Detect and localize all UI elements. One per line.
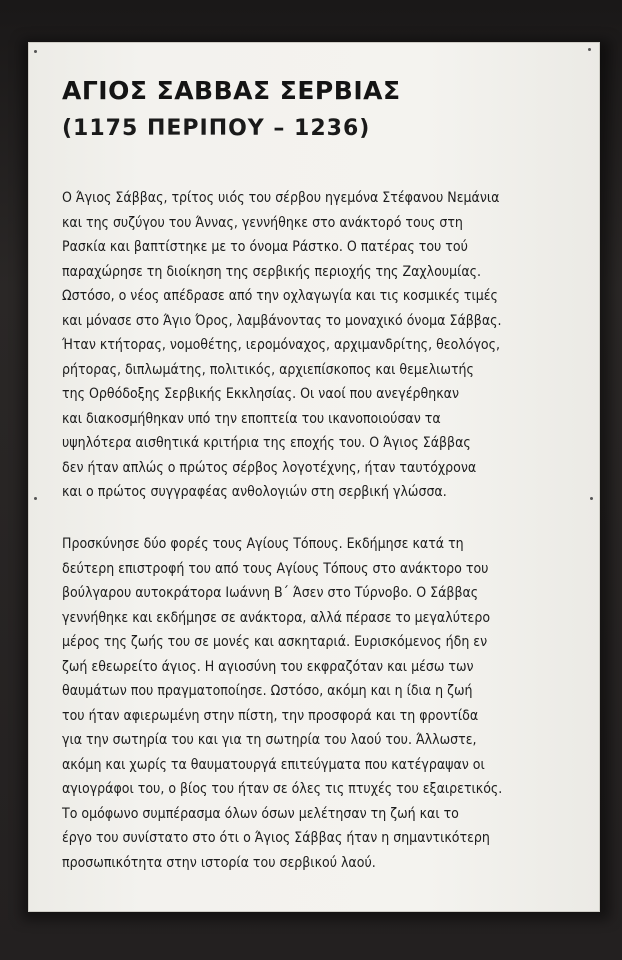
- text-line: παραχώρησε τη διοίκηση της σερβικής περιοχής της Ζαχλουμίας.: [62, 263, 482, 280]
- text-line: ζωή εθεωρείτο άγιος. Η αγιοσύνη του εκφραζόταν και μέσω των: [62, 658, 474, 675]
- text-line: δεν ήταν απλώς ο πρώτος σέρβος λογοτέχνης, ήταν ταυτόχρονα: [62, 459, 477, 476]
- text-line: Προσκύνησε δύο φορές τους Αγίους Τόπους. Εκδήμησε κατά τη: [62, 536, 464, 552]
- text-line: αγιογράφοι του, ο βίος του ήταν σε όλες τις πτυχές του εξαιρετικός.: [62, 781, 503, 797]
- text-line: προσωπικότητα στην ιστορία του σερβικού λαού.: [62, 854, 376, 871]
- pin-mark: [588, 48, 591, 51]
- text-line: Ρασκία και βαπτίστηκε με το όνομα Ράστκο. Ο πατέρας του τού: [62, 239, 468, 255]
- text-line: ακόμη και χωρίς τα θαυματουργά επιτεύγματα που κατέγραψαν οι: [62, 756, 485, 773]
- text-line: γεννήθηκε και εκδήμησε σε ανάκτορα, αλλά πέρασε το μεγαλύτερο: [62, 609, 491, 626]
- text-line: έργο του συνίστατο στο ότι ο Άγιος Σάββας ήταν η σημαντικότερη: [62, 830, 490, 846]
- text-line: Το ομόφωνο συμπέρασμα όλων όσων μελέτησαν τη ζωή και το: [62, 805, 459, 822]
- text-line: Ο Άγιος Σάββας, τρίτος υιός του σέρβου ηγεμόνα Στέφανου Νεμάνια: [62, 190, 500, 206]
- text-line: της Ορθόδοξης Σερβικής Εκκλησίας. Οι ναοί που ανεγέρθηκαν: [62, 386, 460, 402]
- text-line: και μόνασε στο Άγιο Όρος, λαμβάνοντας το μοναχικό όνομα Σάββας.: [62, 312, 502, 329]
- text-line: μέρος της ζωής του σε μονές και ασκηταριά. Ευρισκόμενος ήδη εν: [62, 634, 488, 650]
- paragraph-1: [62, 186, 572, 505]
- text-line: βούλγαρου αυτοκράτορα Ιωάννη Β΄ Άσεν στο Τύρνοβο. Ο Σάββας: [62, 585, 479, 601]
- pin-mark: [34, 497, 37, 500]
- text-line: Ήταν κτήτορας, νομοθέτης, ιερομόναχος, αρχιμανδρίτης, θεολόγος,: [62, 337, 500, 353]
- text-line: δεύτερη επιστροφή του από τους Αγίους Τόπους στο ανάκτορο του: [62, 560, 489, 577]
- page-subtitle: (1175 ΠΕΡΙΠΟΥ – 1236): [62, 116, 371, 141]
- text-line: και διακοσμήθηκαν υπό την εποπτεία του ικανοποιούσαν τα: [62, 410, 441, 427]
- paragraph-2: [62, 532, 572, 875]
- page-title: ΑΓΙΟΣ ΣΑΒΒΑΣ ΣΕΡΒΙΑΣ: [62, 76, 401, 105]
- text-line: Ωστόσο, ο νέος απέδρασε από την οχλαγωγία και τις κοσμικές τιμές: [62, 288, 498, 304]
- text-line: και της συζύγου του Άννας, γεννήθηκε στο ανάκτορό τους στη: [62, 214, 463, 231]
- pin-mark: [34, 50, 37, 53]
- text-line: ρήτορας, διπλωμάτης, πολιτικός, αρχιεπίσκοπος και θεμελιωτής: [62, 361, 474, 378]
- text-line: για την σωτηρία του και για τη σωτηρία του λαού του. Άλλωστε,: [62, 732, 477, 748]
- text-line: του ήταν αφιερωμένη στην πίστη, την προσφορά και τη φροντίδα: [62, 707, 479, 724]
- text-line: και ο πρώτος συγγραφέας ανθολογιών στη σερβική γλώσσα.: [62, 484, 447, 500]
- text-line: υψηλότερα αισθητικά κριτήρια της εποχής του. Ο Άγιος Σάββας: [62, 435, 471, 451]
- text-line: θαυμάτων που πραγματοποίησε. Ωστόσο, ακόμη και η ίδια η ζωή: [62, 683, 473, 699]
- pin-mark: [590, 497, 593, 500]
